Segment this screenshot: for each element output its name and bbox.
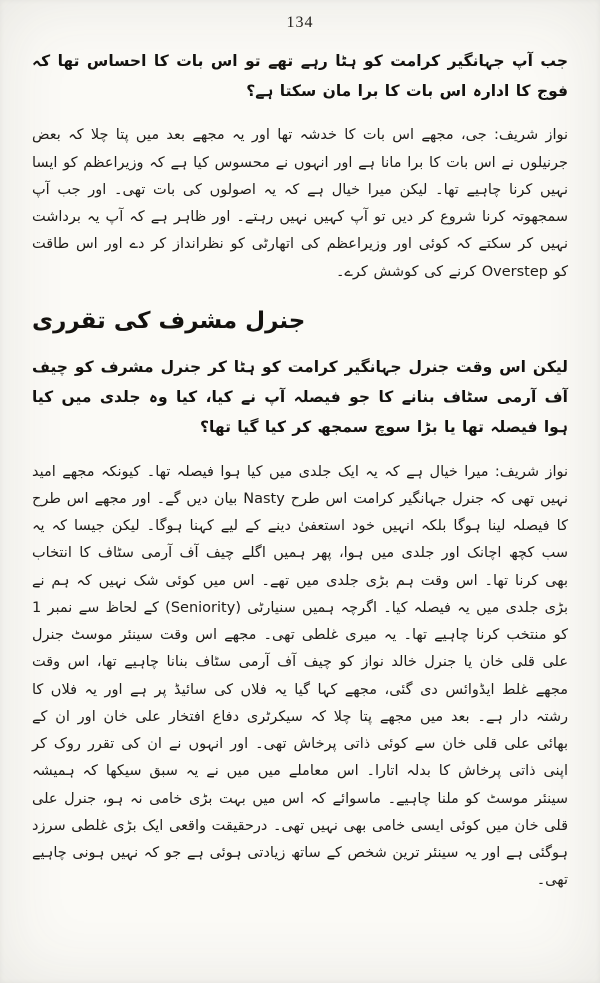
section-heading: جنرل مشرف کی تقرری bbox=[32, 307, 306, 334]
interview-question-2: لیکن اس وقت جنرل جہانگیر کرامت کو ہٹا کر جنرل مشرف کو چیف آف آرمی سٹاف بنانے کا جو فیصلہ آپ نے کیا، کیا وہ جلدی میں کیا ہوا فیصلہ تھا یا بڑا سوچ سمجھ کر کیا گیا تھا؟ bbox=[32, 357, 568, 437]
interview-answer-2: نواز شریف: میرا خیال ہے کہ یہ ایک جلدی میں کیا ہوا فیصلہ تھا۔ کیونکہ مجھے امید نہیں تھی کہ جنرل جہانگیر کرامت اس طرح Nasty بیان دیں گے۔ اور مجھے اس طرح کا فیصلہ لینا ہوگا بلکہ انہیں خود استعفیٰ دینے کے لیے کہنا ہوگا۔ لیکن جیسا کہ یہ سب کچھ اچانک اور جلدی میں ہوا، پھر ہمیں اگلے چیف آف آرمی سٹاف کا انتخاب بھی کرنا تھا۔ اس وقت ہم بڑی جلدی میں تھے۔ اس میں کوئی شک نہیں کہ ہم نے بڑی جلدی میں یہ فیصلہ کیا۔ اگرچہ ہمیں سنیارٹی (Seniority) کے لحاظ سے نمبر 1 کو منتخب کرنا چاہیے تھا۔ یہ میری غلطی تھی۔ مجھے اس وقت سینئر موسٹ جنرل علی قلی خان یا جنرل خالد نواز کو چیف آف آرمی سٹاف بنانا چاہیے تھا، اس وقت مجھے غلط ایڈوائس دی گئی، مجھے کہا گیا یہ فلاں کی سائیڈ پر ہے اور یہ فلاں کا رشتہ دار ہے۔ بعد میں مجھے پتا چلا کہ سیکرٹری دفاع افتخار علی خان اور ان کے بھائی علی قلی خان سے کوئی ذاتی پرخاش تھی۔ اور انہوں نے ان کی تقرر روک کر اپنی ذاتی پرخاش کا بدلہ اتارا۔ اس معاملے میں میں نے یہ سبق سیکھا کہ ہمیشہ سینئر موسٹ کو ملنا چاہیے۔ ماسوائے کہ اس میں بہت بڑی خامی نہ ہو، جنرل علی قلی خان میں کوئی ایسی خامی بھی نہیں تھی۔ درحقیقت واقعی ایک بڑی غلطی سرزد ہوگئی ہے اور یہ سینئر ترین شخص کے ساتھ زیادتی ہوئی ہے جو کہ نہیں ہونی چاہیے تھی۔ bbox=[32, 463, 569, 889]
interview-question-1: جب آپ جہانگیر کرامت کو ہٹا رہے تھے تو اس بات کا احساس تھا کہ فوج کا ادارہ اس بات کا برا مان سکتا ہے؟ bbox=[32, 52, 568, 101]
page-number: 134 bbox=[286, 14, 314, 31]
interview-answer-1: نواز شریف: جی، مجھے اس بات کا خدشہ تھا اور یہ مجھے بعد میں پتا چلا کہ بعض جرنیلوں نے اس بات کا برا مانا ہے اور انہوں نے محسوس کیا ہے کہ وزیراعظم کو ایسا نہیں کرنا چاہیے تھا۔ لیکن میرا خیال ہے کہ یہ اصولوں کی بات تھی۔ اور جب آپ سمجھوتہ کرنا شروع کر دیں تو آپ کہیں نہیں رہتے۔ اور ظاہر ہے کہ آپ یہ برداشت نہیں کر سکتے کہ کوئی اور وزیراعظم کی اتھارٹی کو نظرانداز کر دے اور اس طاقت کو Overstep کرنے کی کوشش کرے۔ bbox=[32, 127, 568, 280]
